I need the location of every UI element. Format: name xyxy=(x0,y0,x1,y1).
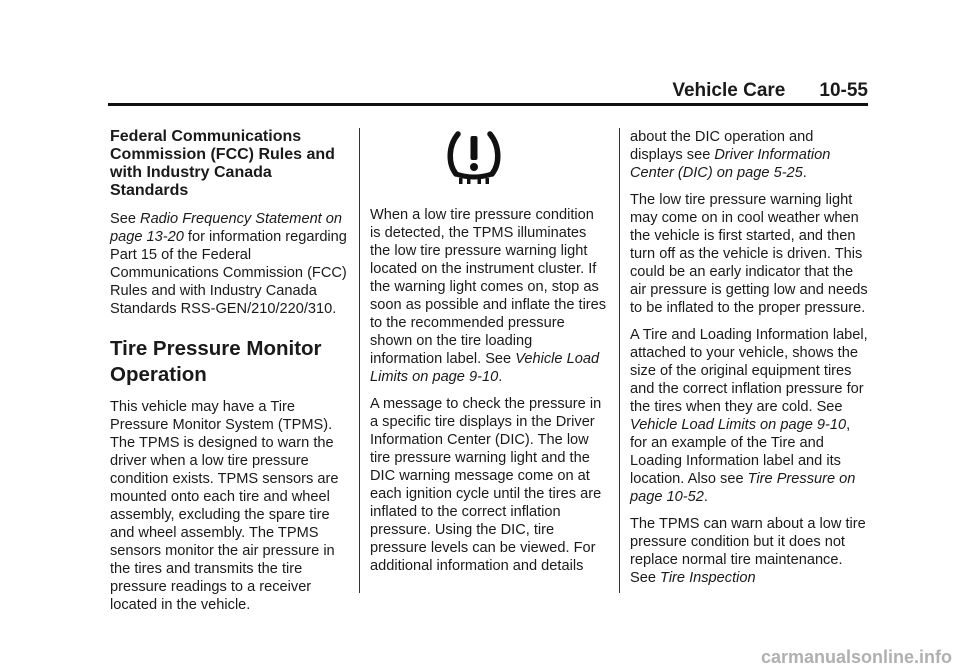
paragraph-tpms-maintenance xyxy=(630,515,870,587)
paragraph-cool-weather: The low tire pressure warning light may come on in cool weather when the vehicle is first started, and then turn off as the vehicle is driven. This could be an early indicator that the air pressure is getting low and needs to be inflated to the proper pressure. xyxy=(630,192,868,316)
paragraph-loading-label xyxy=(630,326,870,506)
text: The TPMS can warn about a low tire pressure condition but it does not replace normal tire maintenance. See xyxy=(630,516,866,586)
heading-tire-pressure-monitor: Tire Pressure Monitor Operation xyxy=(110,337,322,386)
page-header xyxy=(108,80,868,104)
text: A Tire and Loading Information label, attached to your vehicle, shows the size of the original equipment tires and the correct inflation pressure for the tires when they are cold. See xyxy=(630,327,868,415)
section-title: Vehicle Care xyxy=(672,80,786,101)
column-1 xyxy=(110,128,354,623)
cross-reference-link[interactable]: Driver Information Center (DIC) on page 5-25 xyxy=(630,147,831,181)
paragraph-dic-continued xyxy=(630,128,870,182)
paragraph-low-pressure xyxy=(370,206,608,386)
cross-reference-link[interactable]: Vehicle Load Limits on page 9-10 xyxy=(370,351,600,385)
text: . xyxy=(703,489,708,505)
column-divider-1 xyxy=(359,128,360,593)
cross-reference-link[interactable]: Tire Pressure on page 10-52 xyxy=(630,471,856,505)
text: . xyxy=(498,369,503,385)
text: . xyxy=(802,165,807,181)
page-number: 10-55 xyxy=(819,80,868,101)
cross-reference-link[interactable]: Vehicle Load Limits on page 9-10 xyxy=(630,417,847,433)
cross-reference-link[interactable]: Radio Frequency Statement on page 13-20 xyxy=(110,211,343,245)
paragraph-fcc xyxy=(110,210,354,318)
header-rule xyxy=(108,103,868,106)
tire-pressure-warning-icon xyxy=(444,130,504,186)
watermark-logo: carmanualsonline.info xyxy=(760,647,952,667)
text: , for an example of the Tire and Loading Information label and its location. Also see xyxy=(630,417,851,487)
text: about the DIC operation and displays see xyxy=(630,129,814,163)
text: for information regarding Part 15 of the Federal Communications Commission (FCC) Rules and with Industry Canada Standards RSS-GEN/210/220/310. xyxy=(110,229,347,317)
column-divider-2 xyxy=(619,128,620,593)
paragraph-dic-message: A message to check the pressure in a specific tire displays in the Driver Information Center (DIC). The low tire pressure warning light and the DIC warning message come on at each ignition cycle until the tires are inflated to the correct inflation pressure. Using the DIC, tire pressure levels can be viewed. For additional information and details xyxy=(370,396,602,574)
column-2 xyxy=(370,130,608,584)
text: See xyxy=(110,211,141,227)
paragraph-tpms-intro: This vehicle may have a Tire Pressure Monitor System (TPMS). The TPMS is designed to warn the driver when a low tire pressure condition exists. TPMS sensors are mounted onto each tire and wheel assembly, excluding the spare tire and wheel assembly. The TPMS sensors monitor the air pressure in the tires and transmits the tire pressure readings to a receiver located in the vehicle. xyxy=(110,399,339,613)
heading-fcc: Federal Communications Commission (FCC) Rules and with Industry Canada Standards xyxy=(110,128,335,199)
column-3 xyxy=(630,128,870,596)
text: When a low tire pressure condition is detected, the TPMS illuminates the low tire pressure warning light located on the instrument cluster. If the warning light comes on, stop as soon as possible and inflate the tires to the recommended pressure shown on the tire loading information label. See xyxy=(370,207,607,367)
cross-reference-link[interactable]: Tire Inspection xyxy=(660,570,756,586)
icon-container xyxy=(370,130,608,206)
